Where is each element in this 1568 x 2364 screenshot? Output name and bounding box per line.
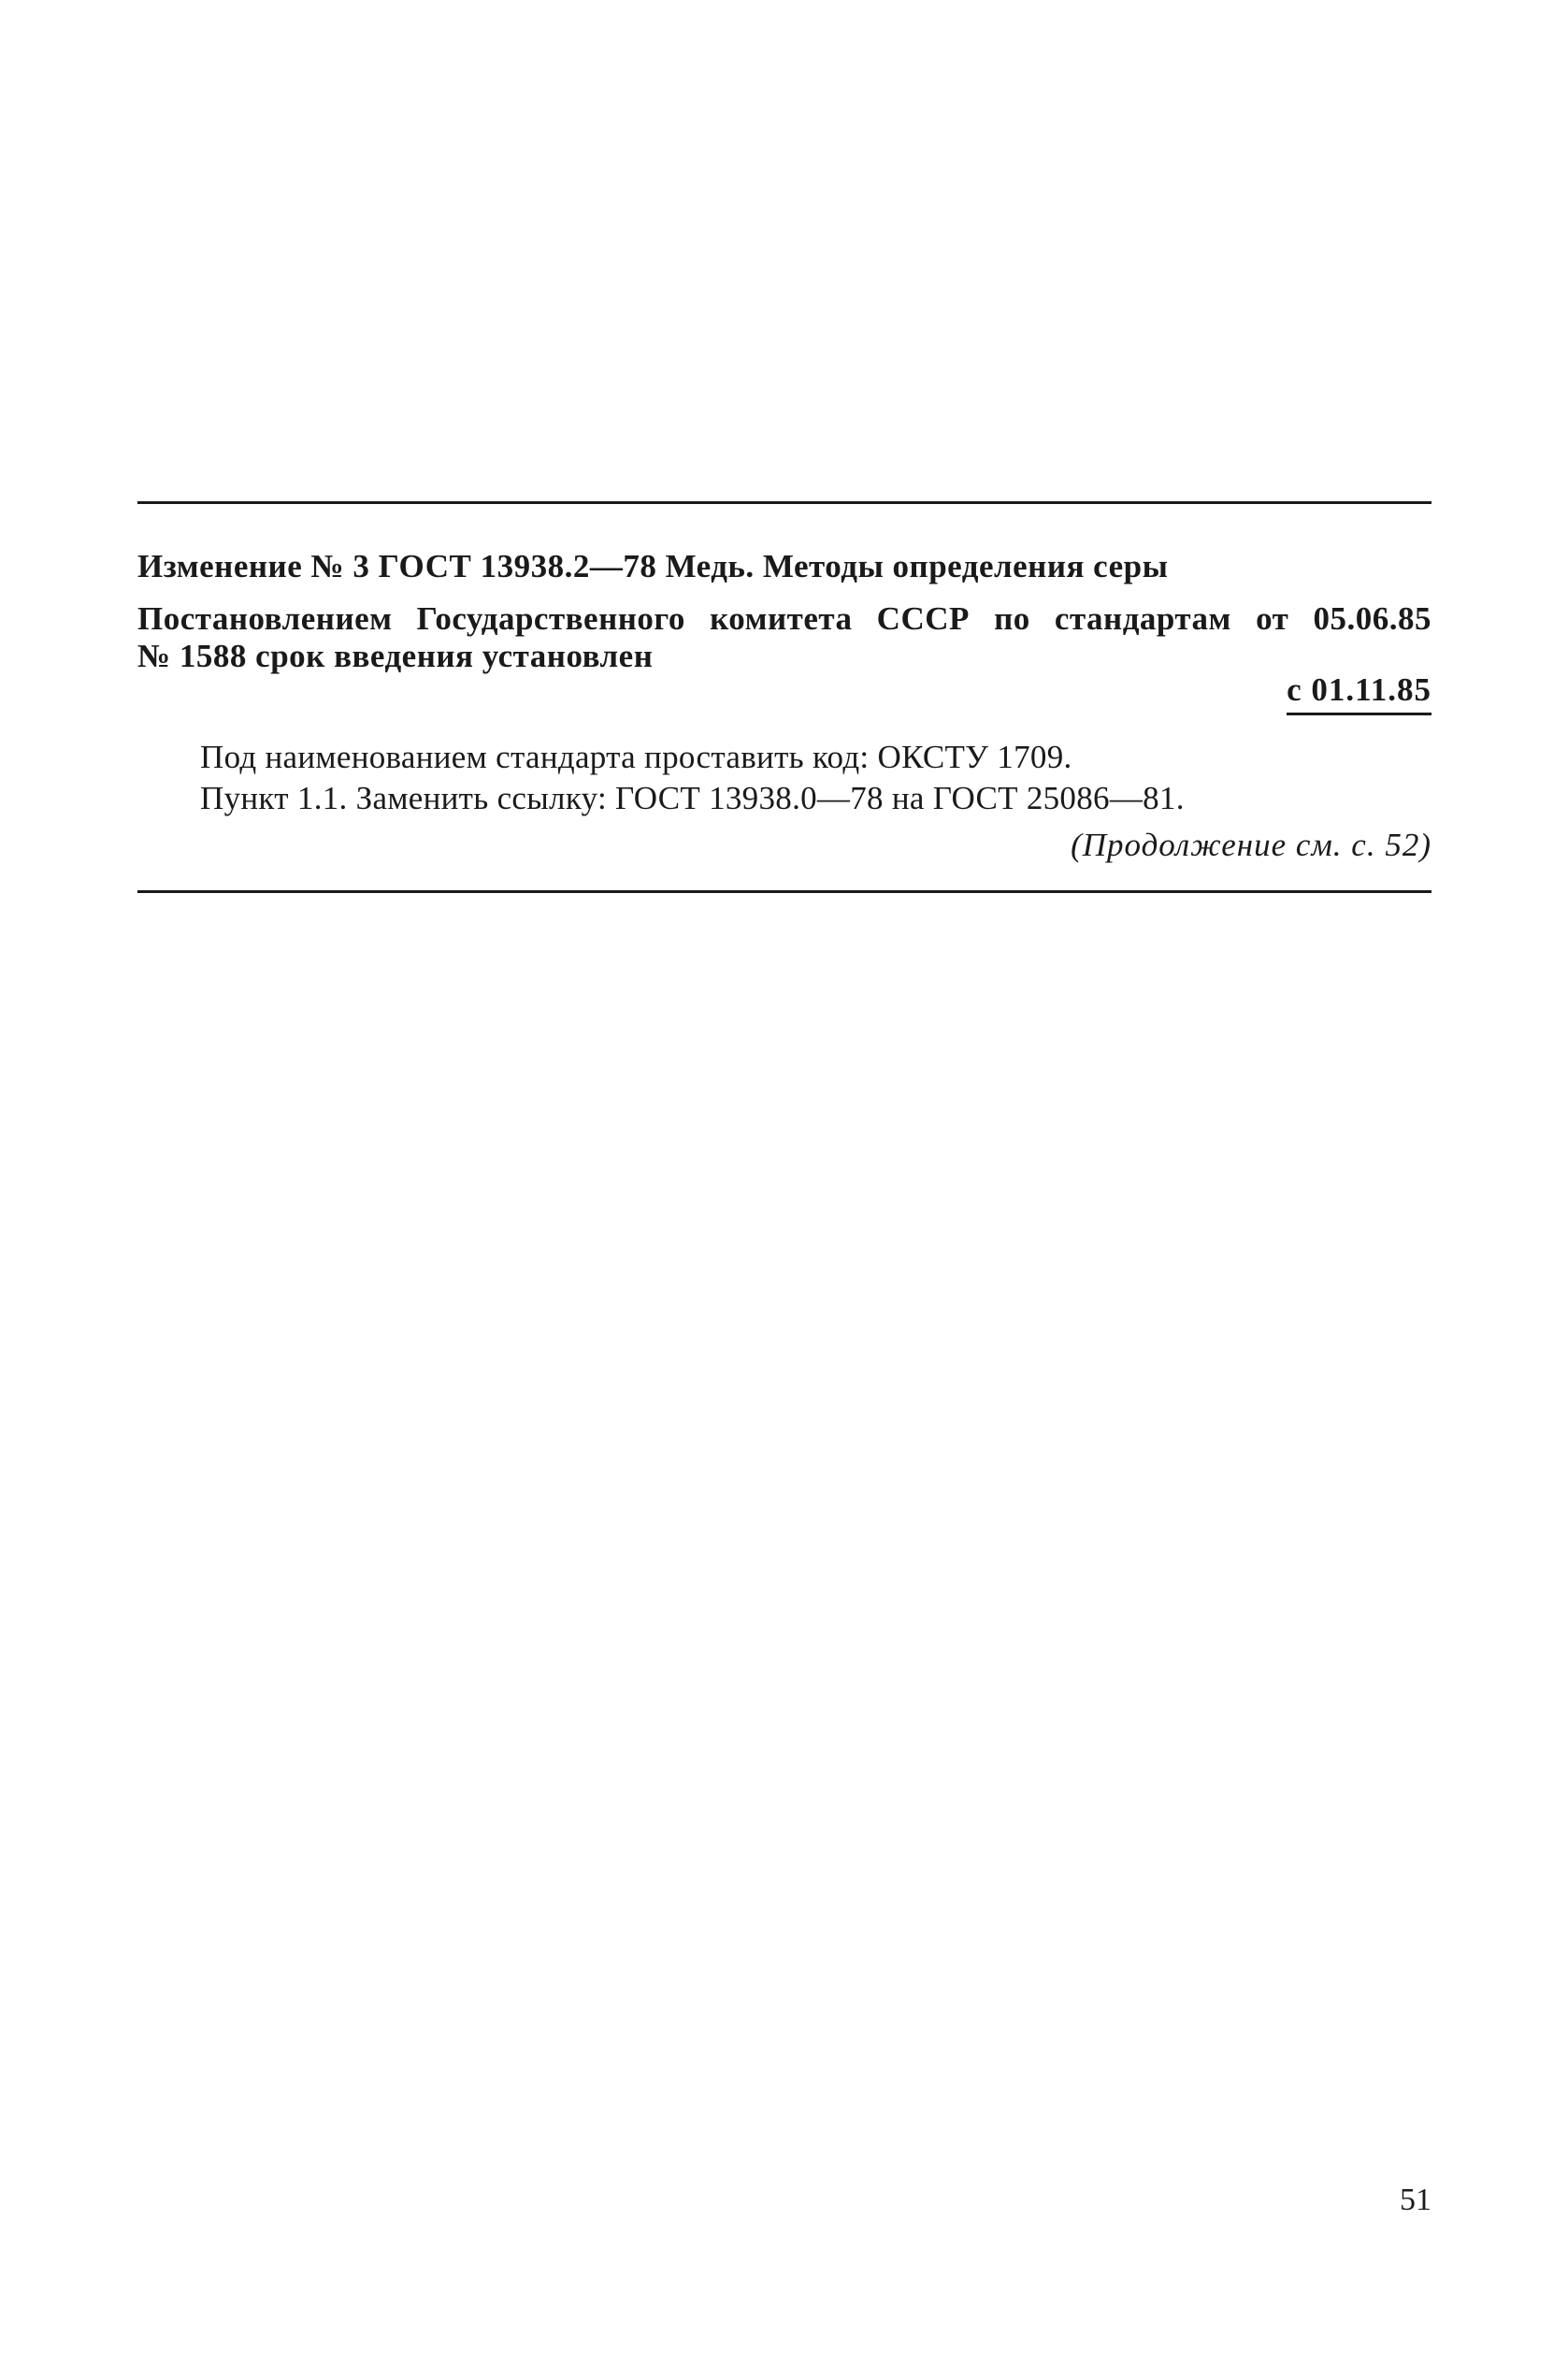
decree-word: Государственного xyxy=(416,600,685,637)
bottom-divider xyxy=(137,890,1431,893)
decree-word: от xyxy=(1256,600,1289,637)
decree-word: СССР xyxy=(876,600,970,637)
decree-date: 05.06.85 xyxy=(1313,600,1431,637)
top-divider xyxy=(137,501,1431,504)
body-line-reference: Пункт 1.1. Заменить ссылку: ГОСТ 13938.0—78 на ГОСТ 25086—81. xyxy=(200,780,1185,816)
decree-word: Постановлением xyxy=(137,600,393,637)
decree-block xyxy=(137,600,1431,675)
decree-word: стандартам xyxy=(1054,600,1231,637)
decree-word: по xyxy=(994,600,1030,637)
decree-word: комитета xyxy=(710,600,853,637)
page-number: 51 xyxy=(1400,2183,1431,2217)
decree-line-1 xyxy=(137,600,1431,638)
body-line-oksty: Под наименованием стандарта проставить код: ОКСТУ 1709. xyxy=(200,739,1072,775)
amendment-title: Изменение № 3 ГОСТ 13938.2—78 Медь. Методы определения серы xyxy=(137,548,1169,584)
continuation-note: (Продолжение см. с. 52) xyxy=(1071,827,1431,863)
effective-date: с 01.11.85 xyxy=(1287,671,1431,715)
decree-line-2: № 1588 срок введения установлен xyxy=(137,638,654,674)
